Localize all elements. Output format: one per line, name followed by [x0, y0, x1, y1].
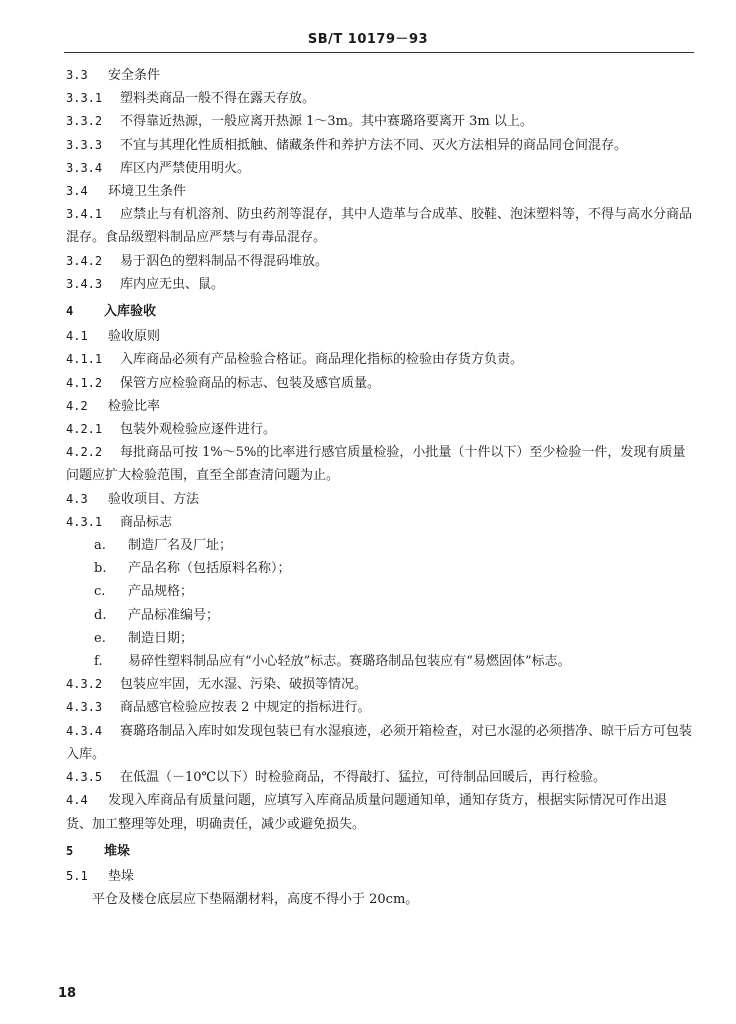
clause-4-3-1 — [66, 511, 692, 534]
clause-4-2 — [66, 395, 692, 418]
list-label: a. — [94, 538, 106, 554]
clause-text: 验收原则 — [108, 329, 161, 345]
clause-number: 4.3.1 — [66, 514, 103, 529]
clause-text: 在低温（－10℃以下）时检验商品，不得敲打、猛拉，可待制品回暖后，再行检验。 — [120, 770, 607, 786]
clause-number: 4.2.1 — [66, 422, 103, 437]
clause-number: 4.3.5 — [66, 770, 103, 785]
clause-number: 5.1 — [66, 868, 88, 883]
clause-5-1 — [66, 865, 692, 888]
clause-3-3-3 — [66, 134, 692, 157]
clause-text: 不宜与其理化性质相抵触、储藏条件和养护方法不同、灭火方法相异的商品同仓间混存。 — [120, 137, 628, 153]
list-text: 产品名称（包括原料名称）； — [128, 561, 291, 577]
clause-text: 塑料类商品一般不得在露天存放。 — [120, 91, 316, 107]
list-text: 产品规格； — [128, 584, 194, 600]
clause-number: 3.4.3 — [66, 276, 103, 291]
clause-text: 发现入库商品有质量问题，应填写入库商品质量问题通知单，通知存货方，根据实际情况可作出退货、加工整理等处理，明确责任，减少或避免损失。 — [66, 793, 668, 832]
clause-number: 3.3.4 — [66, 160, 103, 175]
clause-4-3-2 — [66, 673, 692, 696]
clause-3-3-2 — [66, 110, 692, 133]
clause-4-1-1 — [66, 348, 692, 371]
clause-number: 3.3.1 — [66, 91, 103, 106]
clause-4-2-1 — [66, 418, 692, 441]
list-text: 产品标准编号； — [128, 607, 220, 623]
section-title: 堆垛 — [104, 843, 131, 859]
clause-text: 不得靠近热源，一般应离开热源 1～3m。其中赛璐珞要离开 3m 以上。 — [120, 114, 533, 130]
clause-3-3-4 — [66, 157, 692, 180]
document-body — [66, 64, 692, 911]
clause-text: 验收项目、方法 — [108, 491, 200, 507]
clause-4-1-2 — [66, 372, 692, 395]
clause-number: 3.3.3 — [66, 137, 103, 152]
clause-3-3-1 — [66, 87, 692, 110]
clause-number: 4.3.4 — [66, 723, 103, 738]
clause-text: 每批商品可按 1%～5%的比率进行感官质量检验，小批量（十件以下）至少检验一件，发现有质量问题应扩大检验范围，直至全部查清问题为止。 — [66, 445, 686, 484]
clause-number: 3.3.2 — [66, 114, 103, 129]
section-number: 4 — [66, 304, 74, 319]
clause-4-3-5 — [66, 766, 692, 789]
clause-5-1-body: 平仓及楼仓底层应下垫隔潮材料，高度不得小于 20cm。 — [92, 892, 419, 908]
clause-text: 商品感官检验应按表 2 中规定的指标进行。 — [120, 700, 371, 716]
clause-text: 环境卫生条件 — [108, 184, 187, 200]
standard-code-header: SB/T 10179－93 — [307, 32, 429, 47]
clause-3-4-1 — [66, 203, 692, 249]
list-item-c — [66, 580, 692, 603]
clause-text: 入库商品必须有产品检验合格证。商品理化指标的检验由存货方负责。 — [120, 352, 524, 368]
clause-4-1 — [66, 325, 692, 348]
list-label: f. — [94, 654, 103, 670]
clause-text: 检验比率 — [108, 398, 161, 414]
list-item-d — [66, 604, 692, 627]
clause-3-4-3 — [66, 273, 692, 296]
clause-4-3-4 — [66, 720, 692, 766]
clause-3-3 — [66, 64, 692, 87]
list-item-e — [66, 627, 692, 650]
clause-number: 3.3 — [66, 68, 88, 82]
list-label: c. — [94, 584, 106, 600]
clause-text: 包装外观检验应逐件进行。 — [120, 422, 277, 438]
clause-number: 4.1.2 — [66, 375, 103, 390]
clause-number: 4.3.3 — [66, 700, 103, 715]
list-label: b. — [94, 561, 107, 577]
clause-number: 3.4.1 — [66, 207, 103, 222]
clause-3-4 — [66, 180, 692, 203]
clause-text: 安全条件 — [108, 68, 161, 83]
clause-4-3-3 — [66, 696, 692, 719]
page-number: 18 — [58, 986, 77, 1001]
list-text: 制造厂名及厂址； — [128, 538, 233, 554]
clause-text: 库区内严禁使用明火。 — [120, 160, 251, 176]
list-label: e. — [94, 630, 106, 646]
clause-text: 商品标志 — [120, 514, 173, 530]
clause-4-4 — [66, 789, 692, 835]
clause-number: 4.1.1 — [66, 352, 103, 367]
clause-number: 4.2.2 — [66, 445, 103, 460]
clause-number: 4.3 — [66, 491, 88, 506]
section-5-heading — [66, 840, 692, 863]
clause-4-2-2 — [66, 441, 692, 487]
clause-number: 4.4 — [66, 793, 88, 808]
section-title: 入库验收 — [104, 304, 157, 320]
clause-text: 易于泅色的塑料制品不得混码堆放。 — [120, 253, 329, 269]
section-4-heading — [66, 300, 692, 323]
list-text: 制造日期； — [128, 630, 194, 646]
clause-4-3 — [66, 488, 692, 511]
clause-number: 4.3.2 — [66, 677, 103, 692]
header-divider — [64, 52, 694, 53]
clause-text: 保管方应检验商品的标志、包装及感官质量。 — [120, 375, 381, 391]
clause-text: 库内应无虫、鼠。 — [120, 276, 225, 292]
clause-number: 3.4 — [66, 184, 88, 199]
clause-text: 应禁止与有机溶剂、防虫药剂等混存，其中人造革与合成革、胶鞋、泡沫塑料等，不得与高水分商品混存。食品级塑料制品应严禁与有毒品混存。 — [66, 207, 693, 246]
clause-number: 3.4.2 — [66, 253, 103, 268]
clause-3-4-2 — [66, 250, 692, 273]
clause-text: 赛璐珞制品入库时如发现包装已有水湿痕迹，必须开箱检查，对已水湿的必须揩净、晾干后方可包装入库。 — [66, 723, 693, 762]
list-label: d. — [94, 607, 107, 623]
clause-number: 4.2 — [66, 398, 88, 413]
clause-text: 垫垛 — [108, 868, 135, 884]
section-number: 5 — [66, 843, 74, 858]
list-item-b — [66, 557, 692, 580]
clause-number: 4.1 — [66, 329, 88, 344]
list-item-f — [66, 650, 692, 673]
list-item-a — [66, 534, 692, 557]
list-text: 易碎性塑料制品应有“小心轻放”标志。赛璐珞制品包装应有“易燃固体”标志。 — [128, 654, 571, 670]
clause-text: 包装应牢固，无水湿、污染、破损等情况。 — [120, 677, 368, 693]
